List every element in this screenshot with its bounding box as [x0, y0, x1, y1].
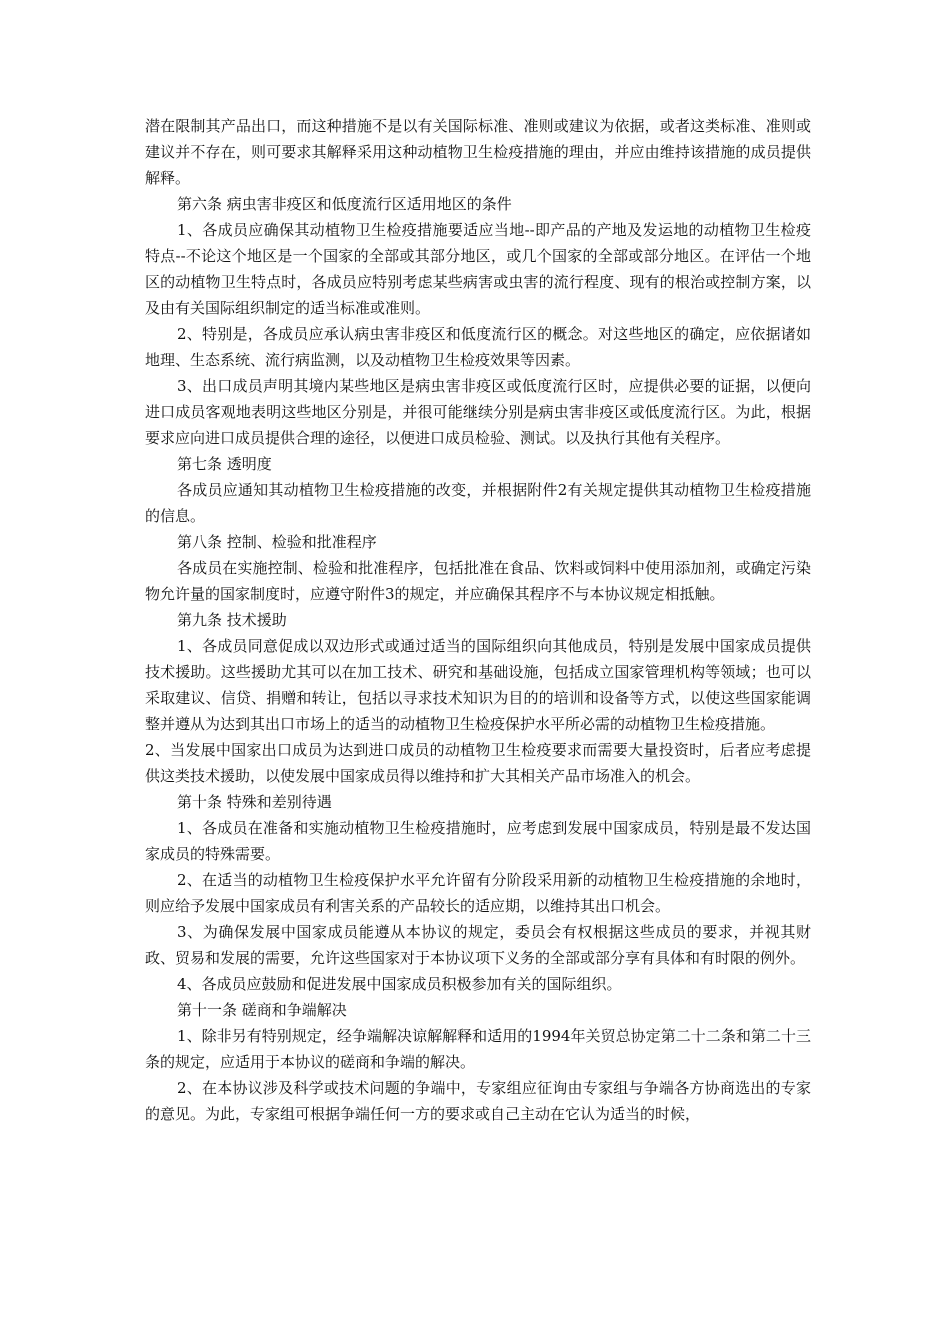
paragraph: 潜在限制其产品出口，而这种措施不是以有关国际标准、准则或建议为依据，或者这类标准、准则或建议并不存在，则可要求其解释采用这种动植物卫生检疫措施的理由，并应由维持该措施的成员提供解释。	[145, 117, 811, 187]
document-body	[145, 113, 811, 1127]
paragraph: 2、特别是，各成员应承认病虫害非疫区和低度流行区的概念。对这些地区的确定，应依据诸如地理、生态系统、流行病监测，以及动植物卫生检疫效果等因素。	[145, 325, 811, 369]
paragraph: 3、出口成员声明其境内某些地区是病虫害非疫区或低度流行区时，应提供必要的证据，以便向进口成员客观地表明这些地区分别是，并很可能继续分别是病虫害非疫区或低度流行区。为此，根据要求应向进口成员提供合理的途径，以便进口成员检验、测试。以及执行其他有关程序。	[145, 377, 811, 447]
paragraph: 各成员应通知其动植物卫生检疫措施的改变，并根据附件2有关规定提供其动植物卫生检疫措施的信息。	[145, 481, 811, 525]
article-heading: 第七条 透明度	[177, 455, 272, 473]
article-heading: 第十一条 磋商和争端解决	[177, 1001, 347, 1019]
paragraph: 3、为确保发展中国家成员能遵从本协议的规定，委员会有权根据这些成员的要求，并视其财政、贸易和发展的需要，允许这些国家对于本协议项下义务的全部或部分享有具体和有时限的例外。	[145, 923, 811, 967]
article-heading: 第六条 病虫害非疫区和低度流行区适用地区的条件	[177, 195, 512, 213]
article-heading: 第八条 控制、检验和批准程序	[177, 533, 377, 551]
paragraph: 2、在适当的动植物卫生检疫保护水平允许留有分阶段采用新的动植物卫生检疫措施的余地时，则应给予发展中国家成员有利害关系的产品较长的适应期，以维持其出口机会。	[145, 871, 811, 915]
article-heading: 第九条 技术援助	[177, 611, 287, 629]
article-heading: 第十条 特殊和差别待遇	[177, 793, 332, 811]
paragraph: 4、各成员应鼓励和促进发展中国家成员积极参加有关的国际组织。	[177, 975, 622, 993]
paragraph: 1、各成员在准备和实施动植物卫生检疫措施时，应考虑到发展中国家成员，特别是最不发达国家成员的特殊需要。	[145, 819, 811, 863]
paragraph: 1、除非另有特别规定，经争端解决谅解解释和适用的1994年关贸总协定第二十二条和第二十三条的规定，应适用于本协议的磋商和争端的解决。	[145, 1027, 811, 1071]
paragraph: 2、在本协议涉及科学或技术问题的争端中，专家组应征询由专家组与争端各方协商选出的专家的意见。为此，专家组可根据争端任何一方的要求或自己主动在它认为适当的时候，	[145, 1079, 811, 1123]
paragraph: 各成员在实施控制、检验和批准程序，包括批准在食品、饮料或饲料中使用添加剂，或确定污染物允许量的国家制度时，应遵守附件3的规定，并应确保其程序不与本协议规定相抵触。	[145, 559, 811, 603]
paragraph: 1、各成员同意促成以双边形式或通过适当的国际组织向其他成员，特别是发展中国家成员提供技术援助。这些援助尤其可以在加工技术、研究和基础设施，包括成立国家管理机构等领域；也可以采取建议、信贷、捐赠和转让，包括以寻求技术知识为目的的培训和设备等方式，以使这些国家能调整并遵从为达到其出口市场上的适当的动植物卫生检疫保护水平所必需的动植物卫生检疫措施。	[145, 637, 811, 733]
paragraph: 2、当发展中国家出口成员为达到进口成员的动植物卫生检疫要求而需要大量投资时，后者应考虑提供这类技术援助，以使发展中国家成员得以维持和扩大其相关产品市场准入的机会。	[145, 741, 811, 785]
paragraph: 1、各成员应确保其动植物卫生检疫措施要适应当地--即产品的产地及发运地的动植物卫生检疫特点--不论这个地区是一个国家的全部或其部分地区，或几个国家的全部或部分地区。在评估一个地区的动植物卫生特点时，各成员应特别考虑某些病害或虫害的流行程度、现有的根治或控制方案，以及由有关国际组织制定的适当标准或准则。	[145, 221, 811, 317]
